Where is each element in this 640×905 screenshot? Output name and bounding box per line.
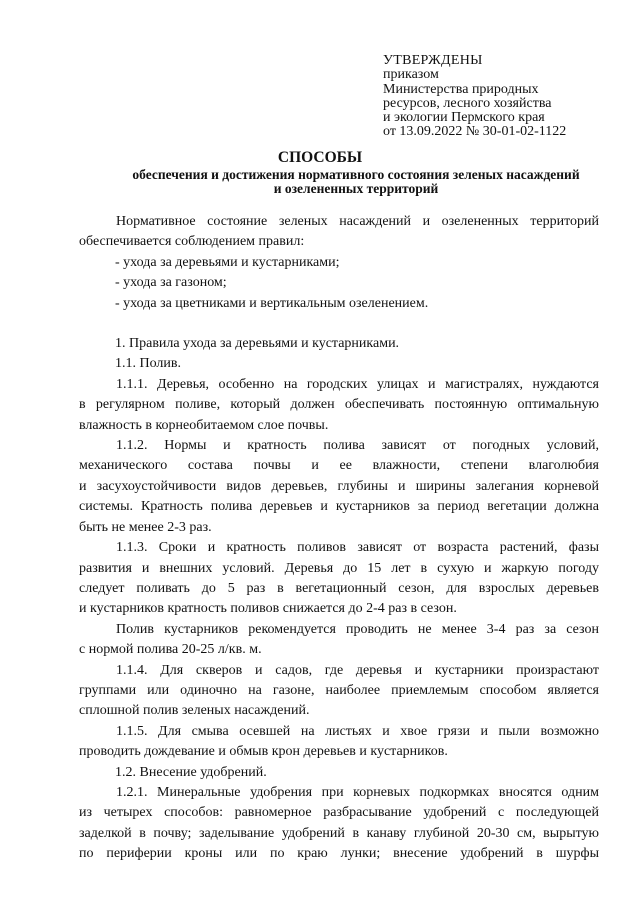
text-line: проводить дождевание и обмыв крон деревьев и кустарников. <box>79 744 448 760</box>
text-line: сплошной полив зеленых насаждений. <box>79 703 310 719</box>
approval-line: от 13.09.2022 № 30-01-02-1122 <box>383 124 567 140</box>
text-line: обеспечивается соблюдением правил: <box>79 234 305 250</box>
text-line: системы. Кратность полива деревьев и кустарников за период вегетации должна <box>79 499 599 515</box>
subtitle-line: и озелененных территорий <box>273 180 439 196</box>
approval-line: ресурсов, лесного хозяйства <box>383 95 552 111</box>
text-line: влажность в корнеобитаемом слое почвы. <box>79 417 329 433</box>
subsection-heading: 1.2. Внесение удобрений. <box>115 764 267 780</box>
text-line: по периферии кроны или по краю лунки; внесение удобрений в шурфы <box>79 846 599 862</box>
text-line: группами или одиночно на газоне, наиболее приемлемым способом является <box>79 682 599 698</box>
text-line: 1.1.2. Нормы и кратность полива зависят от погодных условий, <box>116 438 599 454</box>
document-subtitle <box>96 168 616 196</box>
text-line: 1.1.5. Для смыва осевшей на листьях и хвое грязи и пыли возможно <box>116 723 599 739</box>
document-body <box>79 212 599 865</box>
text-line: и кустарников кратность поливов снижается до 2-4 раз в сезон. <box>79 601 457 617</box>
text-line: 1.1.3. Сроки и кратность поливов зависят от возраста растений, фазы <box>116 540 599 556</box>
paragraph-1-1-5 <box>79 722 599 763</box>
approval-line: и экологии Пермского края <box>383 110 545 126</box>
rule-item: - ухода за деревьями и кустарниками; <box>115 254 340 270</box>
approval-heading: УТВЕРЖДЕНЫ <box>383 53 483 68</box>
document-title: СПОСОБЫ <box>277 149 363 166</box>
paragraph-shrubs <box>79 620 599 661</box>
text-line: в регулярном поливе, который должен обеспечивать постоянную оптимальную <box>79 397 599 413</box>
subtitle-line: обеспечения и достижения нормативного состояния зеленых насаждений <box>132 167 580 182</box>
rule-item: - ухода за цветниками и вертикальным озеленением. <box>115 295 429 311</box>
approval-line: приказом <box>383 67 439 83</box>
rule-item: - ухода за газоном; <box>115 275 227 291</box>
text-line: и засухоустойчивости видов деревьев, глубины и ширины залегания корневой <box>79 478 599 494</box>
text-line: механического состава почвы и ее влажности, степени влаголюбия <box>79 458 599 474</box>
text-line: Полив кустарников рекомендуется проводить не менее 3-4 раз за сезон <box>116 621 599 637</box>
text-line: 1.1.1. Деревья, особенно на городских улицах и магистралях, нуждаются <box>116 376 599 392</box>
subsection-heading: 1.1. Полив. <box>115 356 182 372</box>
text-line: развития и внешних условий. Деревья до 15 лет в сухую и жаркую погоду <box>79 560 599 576</box>
text-line: 1.2.1. Минеральные удобрения при корневых подкормках вносятся одним <box>116 784 599 800</box>
paragraph-1-1-1 <box>79 375 599 436</box>
paragraph-1-1-4 <box>79 661 599 722</box>
text-line: 1.1.4. Для скверов и садов, где деревья и кустарники произрастают <box>116 662 599 678</box>
paragraph-1-2-1 <box>79 783 599 865</box>
section-heading: 1. Правила ухода за деревьями и кустарниками. <box>115 336 400 352</box>
approval-block <box>383 54 566 140</box>
text-line: следует поливать до 5 раз в вегетационный сезон, для взрослых деревьев <box>79 580 599 596</box>
intro-paragraph <box>79 212 599 253</box>
approval-line: Министерства природных <box>383 81 539 97</box>
text-line: Нормативное состояние зеленых насаждений и озелененных территорий <box>116 214 599 229</box>
text-line: с нормой полива 20-25 л/кв. м. <box>79 642 262 658</box>
text-line: заделкой в почву; заделывание удобрений в канаву глубиной 20-30 см, вырытую <box>79 825 599 841</box>
text-line: из четырех способов: равномерное разбрасывание удобрений с последующей <box>79 805 599 821</box>
paragraph-1-1-2 <box>79 436 599 538</box>
paragraph-1-1-3 <box>79 538 599 620</box>
text-line: быть не менее 2-3 раз. <box>79 519 212 535</box>
